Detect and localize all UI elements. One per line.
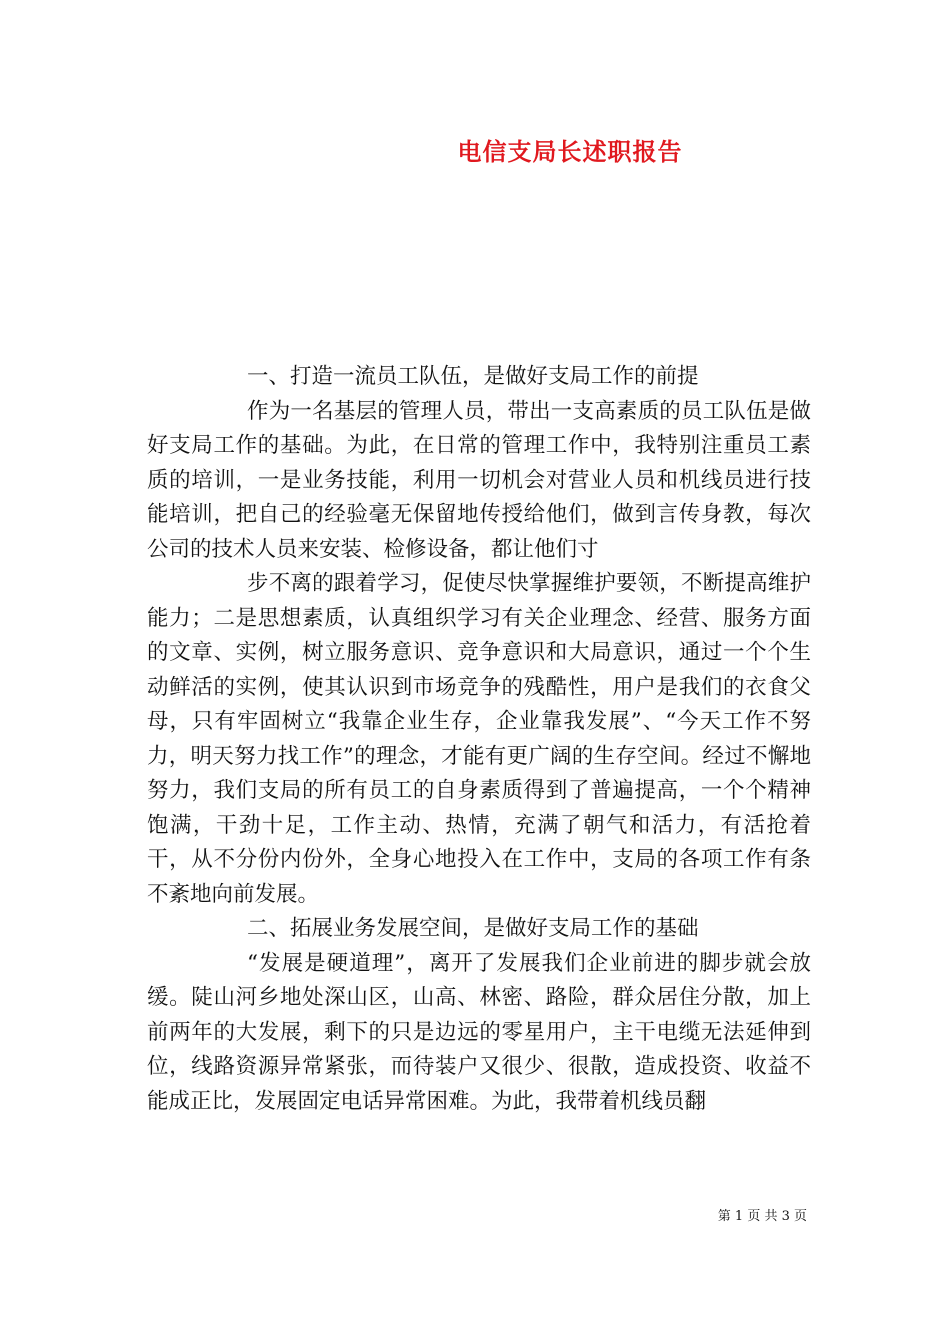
section-heading-2: 二、拓展业务发展空间，是做好支局工作的基础 (247, 916, 699, 941)
body-paragraph: 步不离的跟着学习，促使尽快掌握维护要领，不断提高维护能力；二是思想素质，认真组织学习有关企业理念、经营、服务方面的文章、实例，树立服务意识、竞争意识和大局意识，通过一个个生动鲜活的实例，使其认识到市场竞争的残酷性，用户是我们的衣食父母，只有牢固树立“我靠企业生存，企业靠我发展”、“今天工作不努力，明天努力找工作”的理念，才能有更广阔的生存空间。经过不懈地努力，我们支局的所有员工的自身素质得到了普遍提高，一个个精神饱满，干劲十足，工作主动、热情，充满了朝气和活力，有活抢着干，从不分份内份外，全身心地投入在工作中，支局的各项工作有条不紊地向前发展。 (147, 571, 811, 907)
document-title: 电信支局长述职报告 (457, 137, 683, 166)
section-heading-1: 一、打造一流员工队伍，是做好支局工作的前提 (247, 364, 699, 389)
body-paragraph: 作为一名基层的管理人员，带出一支高素质的员工队伍是做好支局工作的基础。为此，在日常的管理工作中，我特别注重员工素质的培训，一是业务技能，利用一切机会对营业人员和机线员进行技能培训，把自己的经验毫无保留地传授给他们，做到言传身教，每次公司的技术人员来安装、检修设备，都让他们寸 (147, 398, 811, 562)
body-paragraph: “发展是硬道理”，离开了发展我们企业前进的脚步就会放缓。陡山河乡地处深山区，山高、林密、路险，群众居住分散，加上前两年的大发展，剩下的只是边远的零星用户，主干电缆无法延伸到位，线路资源异常紧张，而待装户又很少、很散，造成投资、收益不能成正比，发展固定电话异常困难。为此，我带着机线员翻 (147, 950, 811, 1114)
document-body (147, 360, 811, 1119)
page-number-footer: 第 1 页 共 3 页 (717, 1209, 807, 1224)
